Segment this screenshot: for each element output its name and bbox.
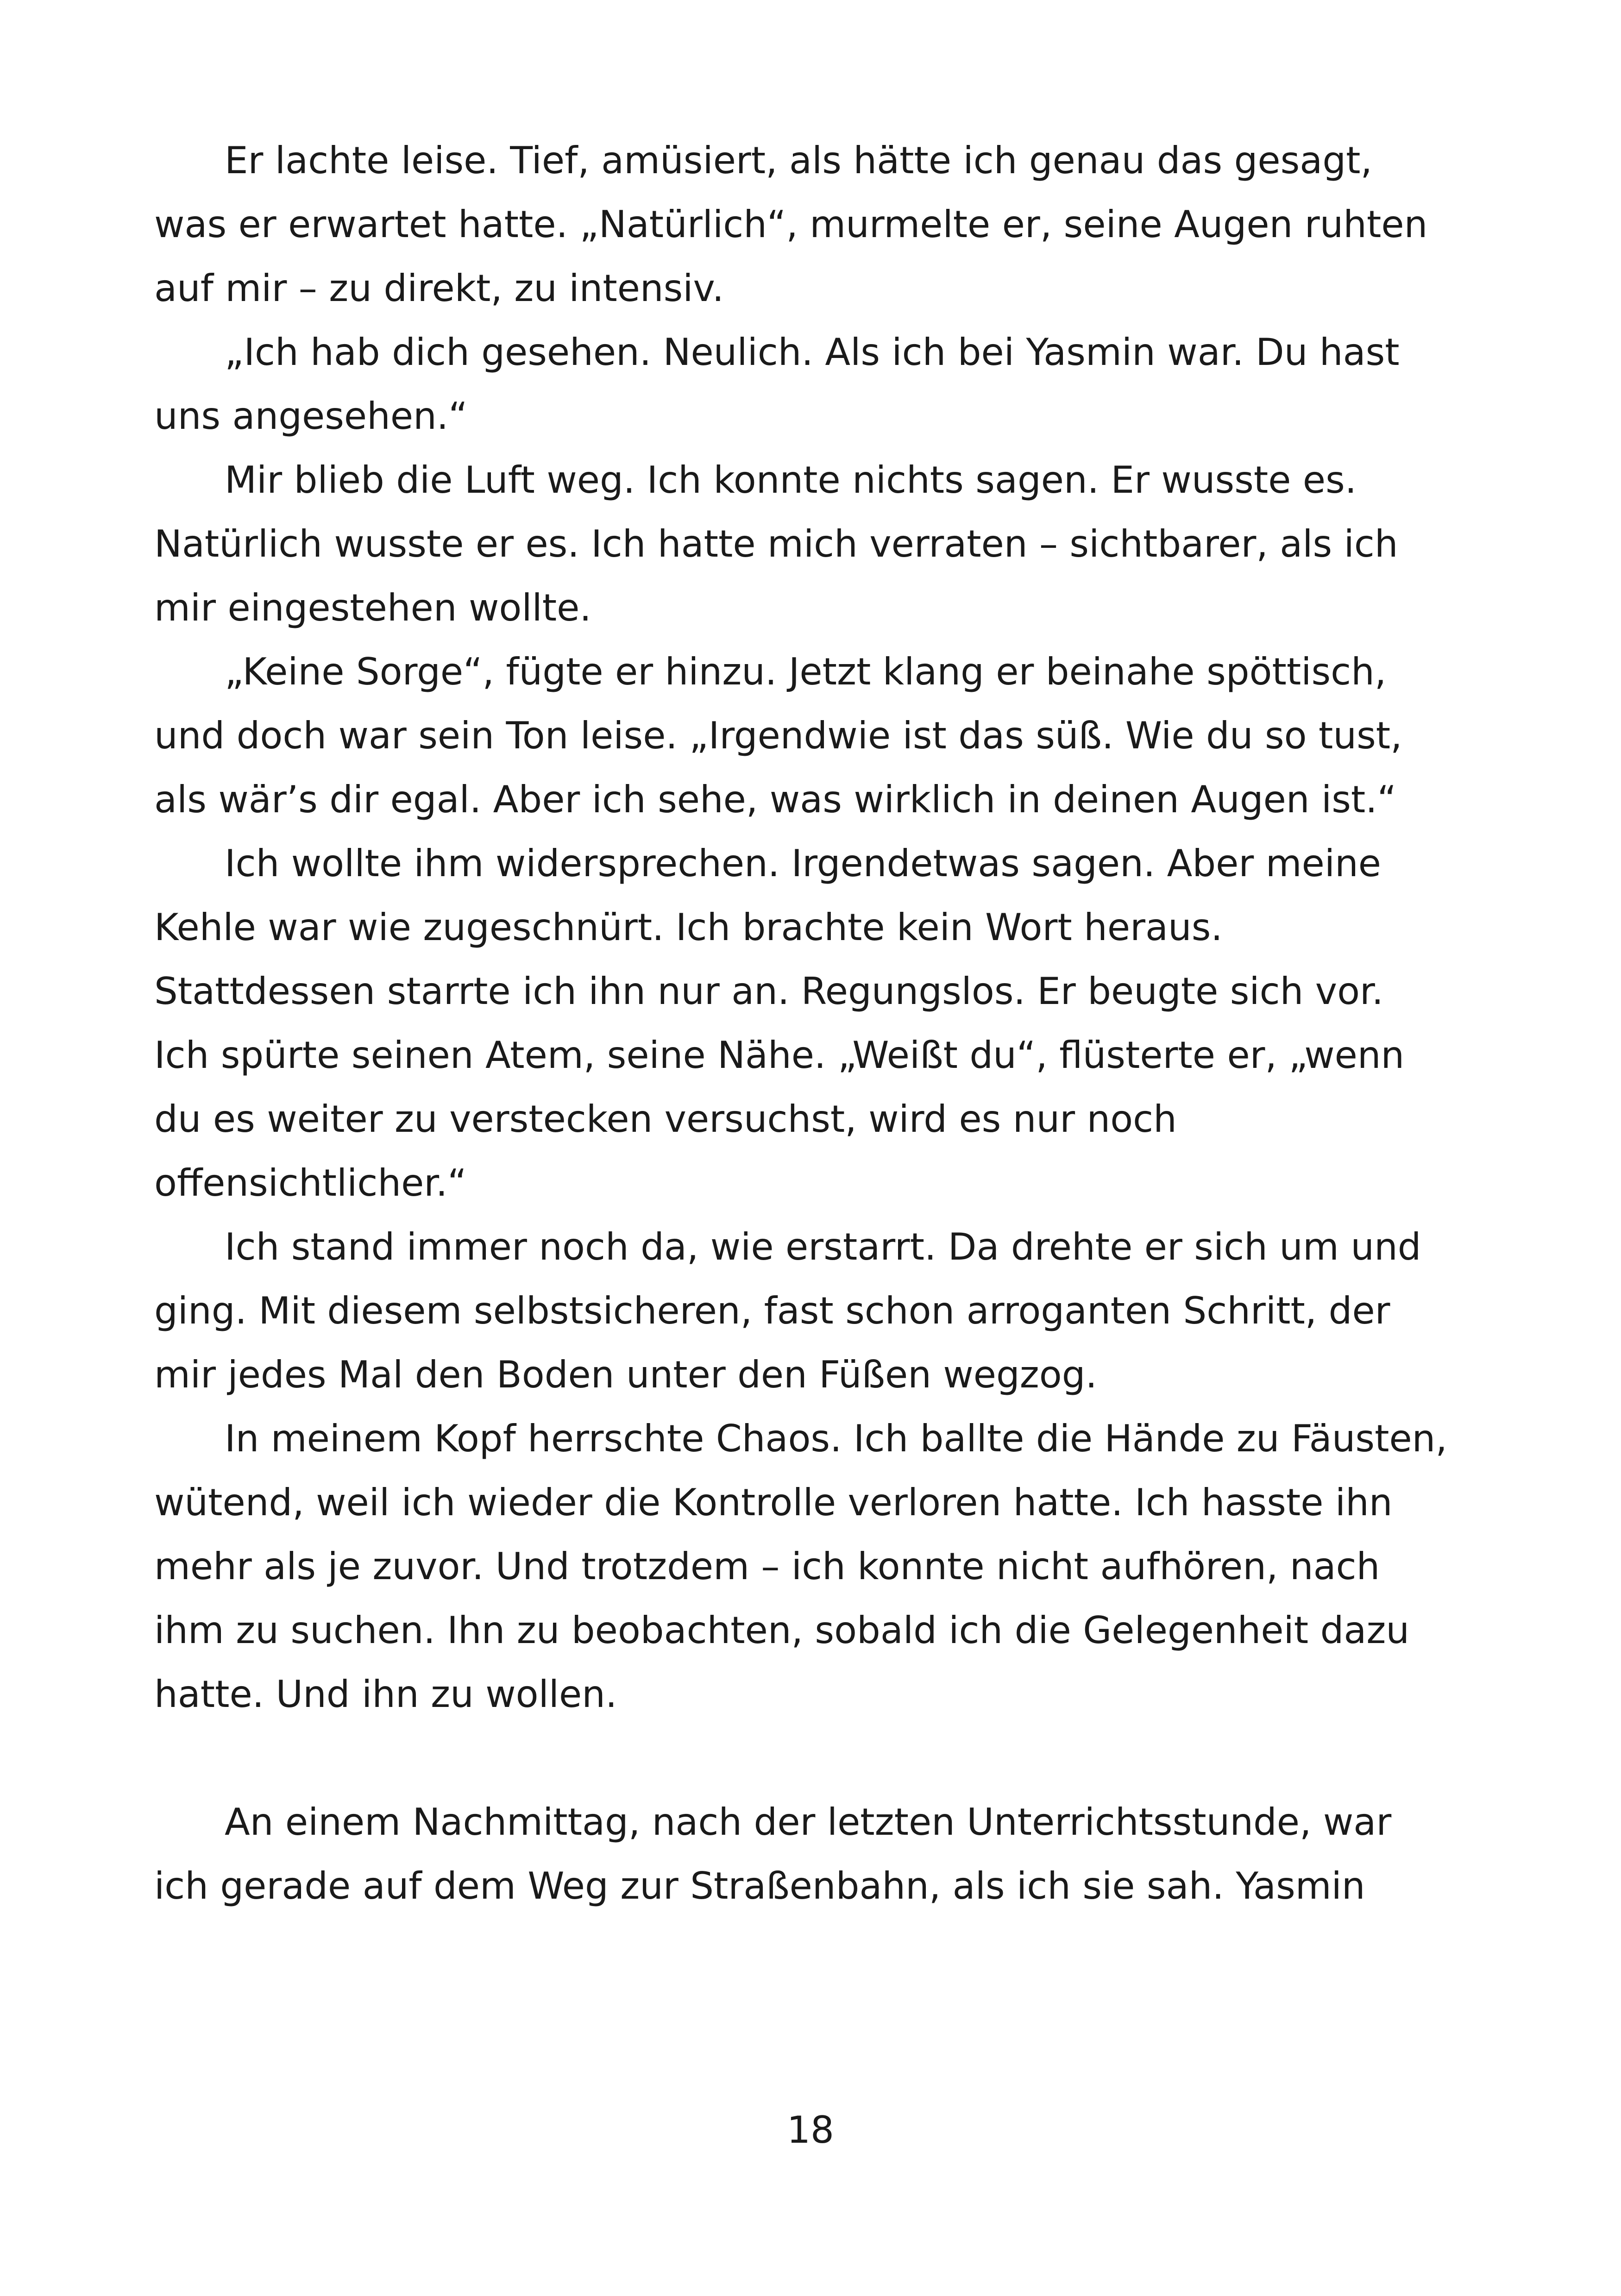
- paragraph-2: „Ich hab dich gesehen. Neulich. Als ich bei Yasmin war. Du hast uns angesehen.“: [154, 331, 1400, 438]
- paragraph-8: An einem Nachmittag, nach der letzten Unterrichtsstunde, war ich gerade auf dem Weg zur Straßenbahn, als ich sie sah. Yasmin: [154, 1800, 1392, 1907]
- paragraph-5: Ich wollte ihm widersprechen. Irgendetwas sagen. Aber meine Kehle war wie zugeschnürt. Ich brachte kein Wort heraus. Stattdessen starrte ich ihn nur an. Regungslos. Er beugte sich vor. Ich spürte seinen Atem, seine Nähe. „Weißt du“, flüsterte er, „wenn du es weiter zu verstecken versuchst, wird es nur noch offensichtlicher.“: [154, 842, 1405, 1204]
- paragraph-3: Mir blieb die Luft weg. Ich konnte nichts sagen. Er wusste es. Natürlich wusste er es. Ich hatte mich verraten – sichtbarer, als ich mir eingestehen wollte.: [154, 458, 1398, 629]
- paragraph-7: In meinem Kopf herrschte Chaos. Ich ballte die Hände zu Fäusten, wütend, weil ich wieder die Kontrolle verloren hatte. Ich hasste ihn mehr als je zuvor. Und trotzdem – ich konnte nicht aufhören, nach ihm zu suchen. Ihn zu beobachten, sobald ich die Gelegenheit dazu hatte. Und ihn zu wollen.: [154, 1417, 1447, 1716]
- paragraph-4: „Keine Sorge“, fügte er hinzu. Jetzt klang er beinahe spöttisch, und doch war sein Ton leise. „Irgendwie ist das süß. Wie du so tust, als wär’s dir egal. Aber ich sehe, was wirklich in deinen Augen ist.“: [154, 650, 1402, 821]
- paragraph-1: Er lachte leise. Tief, amüsiert, als hätte ich genau das gesagt, was er erwartet hatte. „Natürlich“, murmelte er, seine Augen ruhten auf mir – zu direkt, zu intensiv.: [154, 139, 1428, 310]
- paragraph-6: Ich stand immer noch da, wie erstarrt. Da drehte er sich um und ging. Mit diesem selbstsicheren, fast schon arroganten Schritt, der mir jedes Mal den Boden unter den Füßen wegzog.: [154, 1225, 1421, 1396]
- page-number: 18: [787, 2108, 834, 2152]
- body-text: [154, 129, 1447, 1918]
